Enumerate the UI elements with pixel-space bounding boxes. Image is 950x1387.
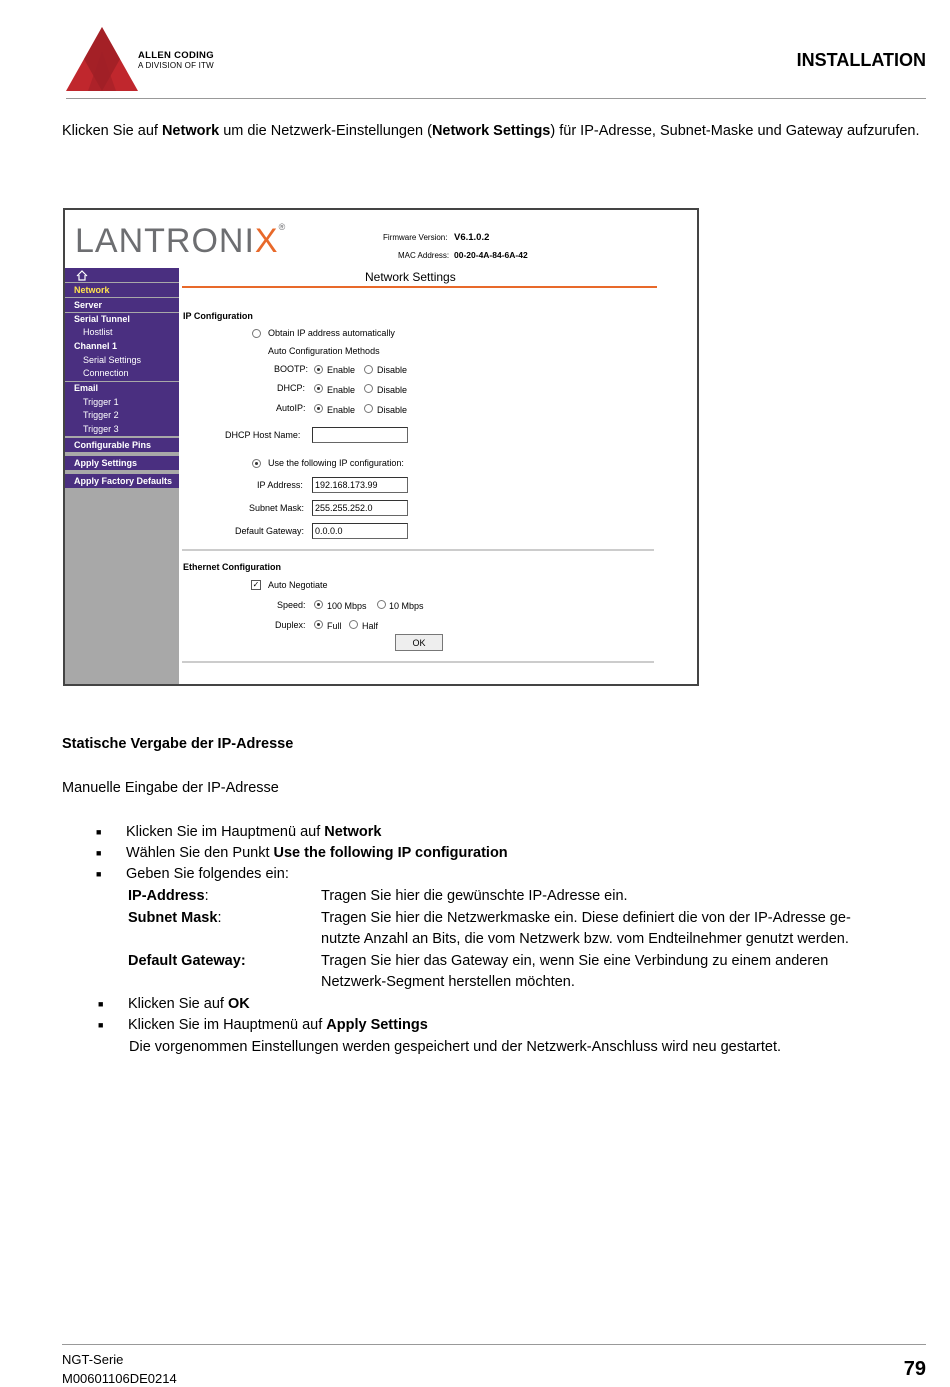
subnet-mask-label: Subnet Mask: bbox=[249, 503, 305, 513]
bullet-marker: ■ bbox=[96, 869, 102, 879]
section-title: INSTALLATION bbox=[796, 50, 926, 70]
duplex-full-radio[interactable] bbox=[314, 620, 323, 629]
dhcp-enable-label: Enable bbox=[327, 385, 356, 395]
static-ip-heading: Statische Vergabe der IP-Adresse bbox=[62, 736, 294, 752]
allen-coding-logo-icon bbox=[66, 27, 142, 93]
side-menu bbox=[65, 268, 179, 686]
mac-value: 00-20-4A-84-6A-42 bbox=[454, 250, 528, 260]
subnet-mask-desc-1: Tragen Sie hier die Netzwerkmaske ein. Diese definiert die von der IP-Adresse ge- bbox=[321, 910, 851, 926]
menu-item-hostlist[interactable]: Hostlist bbox=[83, 327, 113, 337]
menu-item-trigger-1[interactable]: Trigger 1 bbox=[83, 397, 119, 407]
default-gateway-desc-1: Tragen Sie hier das Gateway ein, wenn Sie eine Verbindung zu einem anderen bbox=[321, 953, 829, 969]
menu-item-trigger-2[interactable]: Trigger 2 bbox=[83, 410, 119, 420]
firmware-label: Firmware Version: bbox=[383, 233, 448, 242]
manual-ip-subheading: Manuelle Eingabe der IP-Adresse bbox=[62, 780, 279, 796]
bullet-marker: ■ bbox=[96, 827, 102, 837]
duplex-half-label: Half bbox=[362, 621, 379, 631]
default-gateway-term: Default Gateway: bbox=[128, 953, 246, 969]
menu-item-apply-settings[interactable]: Apply Settings bbox=[65, 456, 179, 470]
footer-divider bbox=[62, 1344, 926, 1345]
instruction-network: Klicken Sie im Hauptmenü auf Network bbox=[126, 824, 382, 840]
dhcp-host-name-input[interactable] bbox=[312, 427, 408, 443]
auto-methods-label: Auto Configuration Methods bbox=[268, 346, 380, 356]
section-separator bbox=[182, 549, 654, 551]
subnet-mask-input[interactable]: 255.255.252.0 bbox=[312, 500, 408, 516]
bootp-enable-radio[interactable] bbox=[314, 365, 323, 374]
autoip-enable-label: Enable bbox=[327, 405, 356, 415]
home-icon bbox=[76, 270, 88, 281]
duplex-full-label: Full bbox=[327, 621, 342, 631]
menu-item-configurable-pins[interactable]: Configurable Pins bbox=[65, 438, 179, 452]
dhcp-label: DHCP: bbox=[277, 383, 306, 393]
title-underline bbox=[182, 286, 657, 288]
default-gateway-desc-2: Netzwerk-Segment herstellen möchten. bbox=[321, 974, 575, 990]
bootp-disable-radio[interactable] bbox=[364, 365, 373, 374]
network-settings-title: Network Settings bbox=[365, 270, 456, 284]
ip-address-term: IP-Address: bbox=[128, 888, 209, 904]
speed-100-label: 100 Mbps bbox=[327, 601, 367, 611]
obtain-auto-radio[interactable] bbox=[252, 329, 261, 338]
autoip-disable-label: Disable bbox=[377, 405, 408, 415]
bootp-disable-label: Disable bbox=[377, 365, 408, 375]
bullet-marker: ■ bbox=[98, 1020, 104, 1030]
dhcp-disable-radio[interactable] bbox=[364, 384, 373, 393]
ip-config-heading: IP Configuration bbox=[183, 311, 253, 321]
use-following-radio[interactable] bbox=[252, 459, 261, 468]
intro-paragraph: Klicken Sie auf Network um die Netzwerk-Einstellungen (Network Settings) für IP-Adresse, Subnet-Maske und Gateway aufzurufen. bbox=[62, 123, 920, 139]
subnet-mask-desc-2: nutzte Anzahl an Bits, die vom Netzwerk bzw. vom Endteilnehmer genutzt werden. bbox=[321, 931, 849, 947]
instruction-enter: Geben Sie folgendes ein: bbox=[126, 866, 289, 882]
menu-item-trigger-3[interactable]: Trigger 3 bbox=[83, 424, 119, 434]
autoip-label: AutoIP: bbox=[276, 403, 306, 413]
instruction-use-following: Wählen Sie den Punkt Use the following IP configuration bbox=[126, 845, 508, 861]
auto-negotiate-label: Auto Negotiate bbox=[268, 580, 328, 590]
speed-10-radio[interactable] bbox=[377, 600, 386, 609]
menu-item-server[interactable]: Server bbox=[65, 298, 179, 312]
final-note: Die vorgenommen Einstellungen werden gespeichert und der Netzwerk-Anschluss wird neu gestartet. bbox=[129, 1039, 782, 1055]
subnet-mask-term: Subnet Mask: bbox=[128, 910, 222, 926]
bootp-enable-label: Enable bbox=[327, 365, 356, 375]
instruction-ok: Klicken Sie auf OK bbox=[128, 996, 250, 1012]
dhcp-host-name-label: DHCP Host Name: bbox=[225, 430, 301, 440]
menu-item-serial-tunnel[interactable]: Serial Tunnel bbox=[74, 314, 130, 324]
logo-division: A DIVISION OF ITW bbox=[138, 61, 214, 70]
firmware-value: V6.1.0.2 bbox=[454, 232, 490, 243]
menu-item-apply-factory-defaults[interactable]: Apply Factory Defaults bbox=[65, 474, 179, 488]
bullet-marker: ■ bbox=[96, 848, 102, 858]
mac-label: MAC Address: bbox=[398, 251, 450, 260]
home-button[interactable] bbox=[65, 268, 179, 282]
default-gateway-input[interactable]: 0.0.0.0 bbox=[312, 523, 408, 539]
duplex-label: Duplex: bbox=[275, 620, 306, 630]
menu-item-serial-settings[interactable]: Serial Settings bbox=[83, 355, 142, 365]
autoip-enable-radio[interactable] bbox=[314, 404, 323, 413]
lantronix-logo: LANTRONIX® bbox=[75, 222, 287, 260]
autoip-disable-radio[interactable] bbox=[364, 404, 373, 413]
footer-doc-number: M00601106DE0214 bbox=[62, 1371, 177, 1386]
ok-button[interactable]: OK bbox=[395, 634, 443, 651]
speed-100-radio[interactable] bbox=[314, 600, 323, 609]
header-divider bbox=[66, 98, 926, 99]
network-settings-screenshot bbox=[63, 208, 699, 686]
bullet-marker: ■ bbox=[98, 999, 104, 1009]
menu-item-email[interactable]: Email bbox=[74, 383, 99, 393]
ethernet-config-heading: Ethernet Configuration bbox=[183, 562, 281, 572]
speed-10-label: 10 Mbps bbox=[389, 601, 424, 611]
bottom-separator bbox=[182, 661, 654, 663]
menu-item-network[interactable]: Network bbox=[65, 283, 179, 297]
ip-address-input[interactable]: 192.168.173.99 bbox=[312, 477, 408, 493]
dhcp-disable-label: Disable bbox=[377, 385, 408, 395]
dhcp-enable-radio[interactable] bbox=[314, 384, 323, 393]
page-number: 79 bbox=[903, 1358, 926, 1380]
default-gateway-label: Default Gateway: bbox=[235, 526, 305, 536]
auto-negotiate-checkbox[interactable]: ✓ bbox=[252, 580, 260, 589]
logo-company-name: ALLEN CODING bbox=[138, 50, 214, 61]
footer-series: NGT-Serie bbox=[62, 1352, 124, 1367]
bootp-label: BOOTP: bbox=[274, 364, 309, 374]
menu-item-connection[interactable]: Connection bbox=[83, 368, 129, 378]
duplex-half-radio[interactable] bbox=[349, 620, 358, 629]
instruction-apply-settings: Klicken Sie im Hauptmenü auf Apply Settings bbox=[128, 1017, 428, 1033]
ip-address-label: IP Address: bbox=[257, 480, 303, 490]
ip-address-desc: Tragen Sie hier die gewünschte IP-Adresse ein. bbox=[321, 888, 628, 904]
obtain-auto-label: Obtain IP address automatically bbox=[268, 328, 395, 338]
use-following-label: Use the following IP configuration: bbox=[268, 458, 404, 468]
menu-item-channel-1[interactable]: Channel 1 bbox=[74, 341, 118, 351]
speed-label: Speed: bbox=[277, 600, 306, 610]
